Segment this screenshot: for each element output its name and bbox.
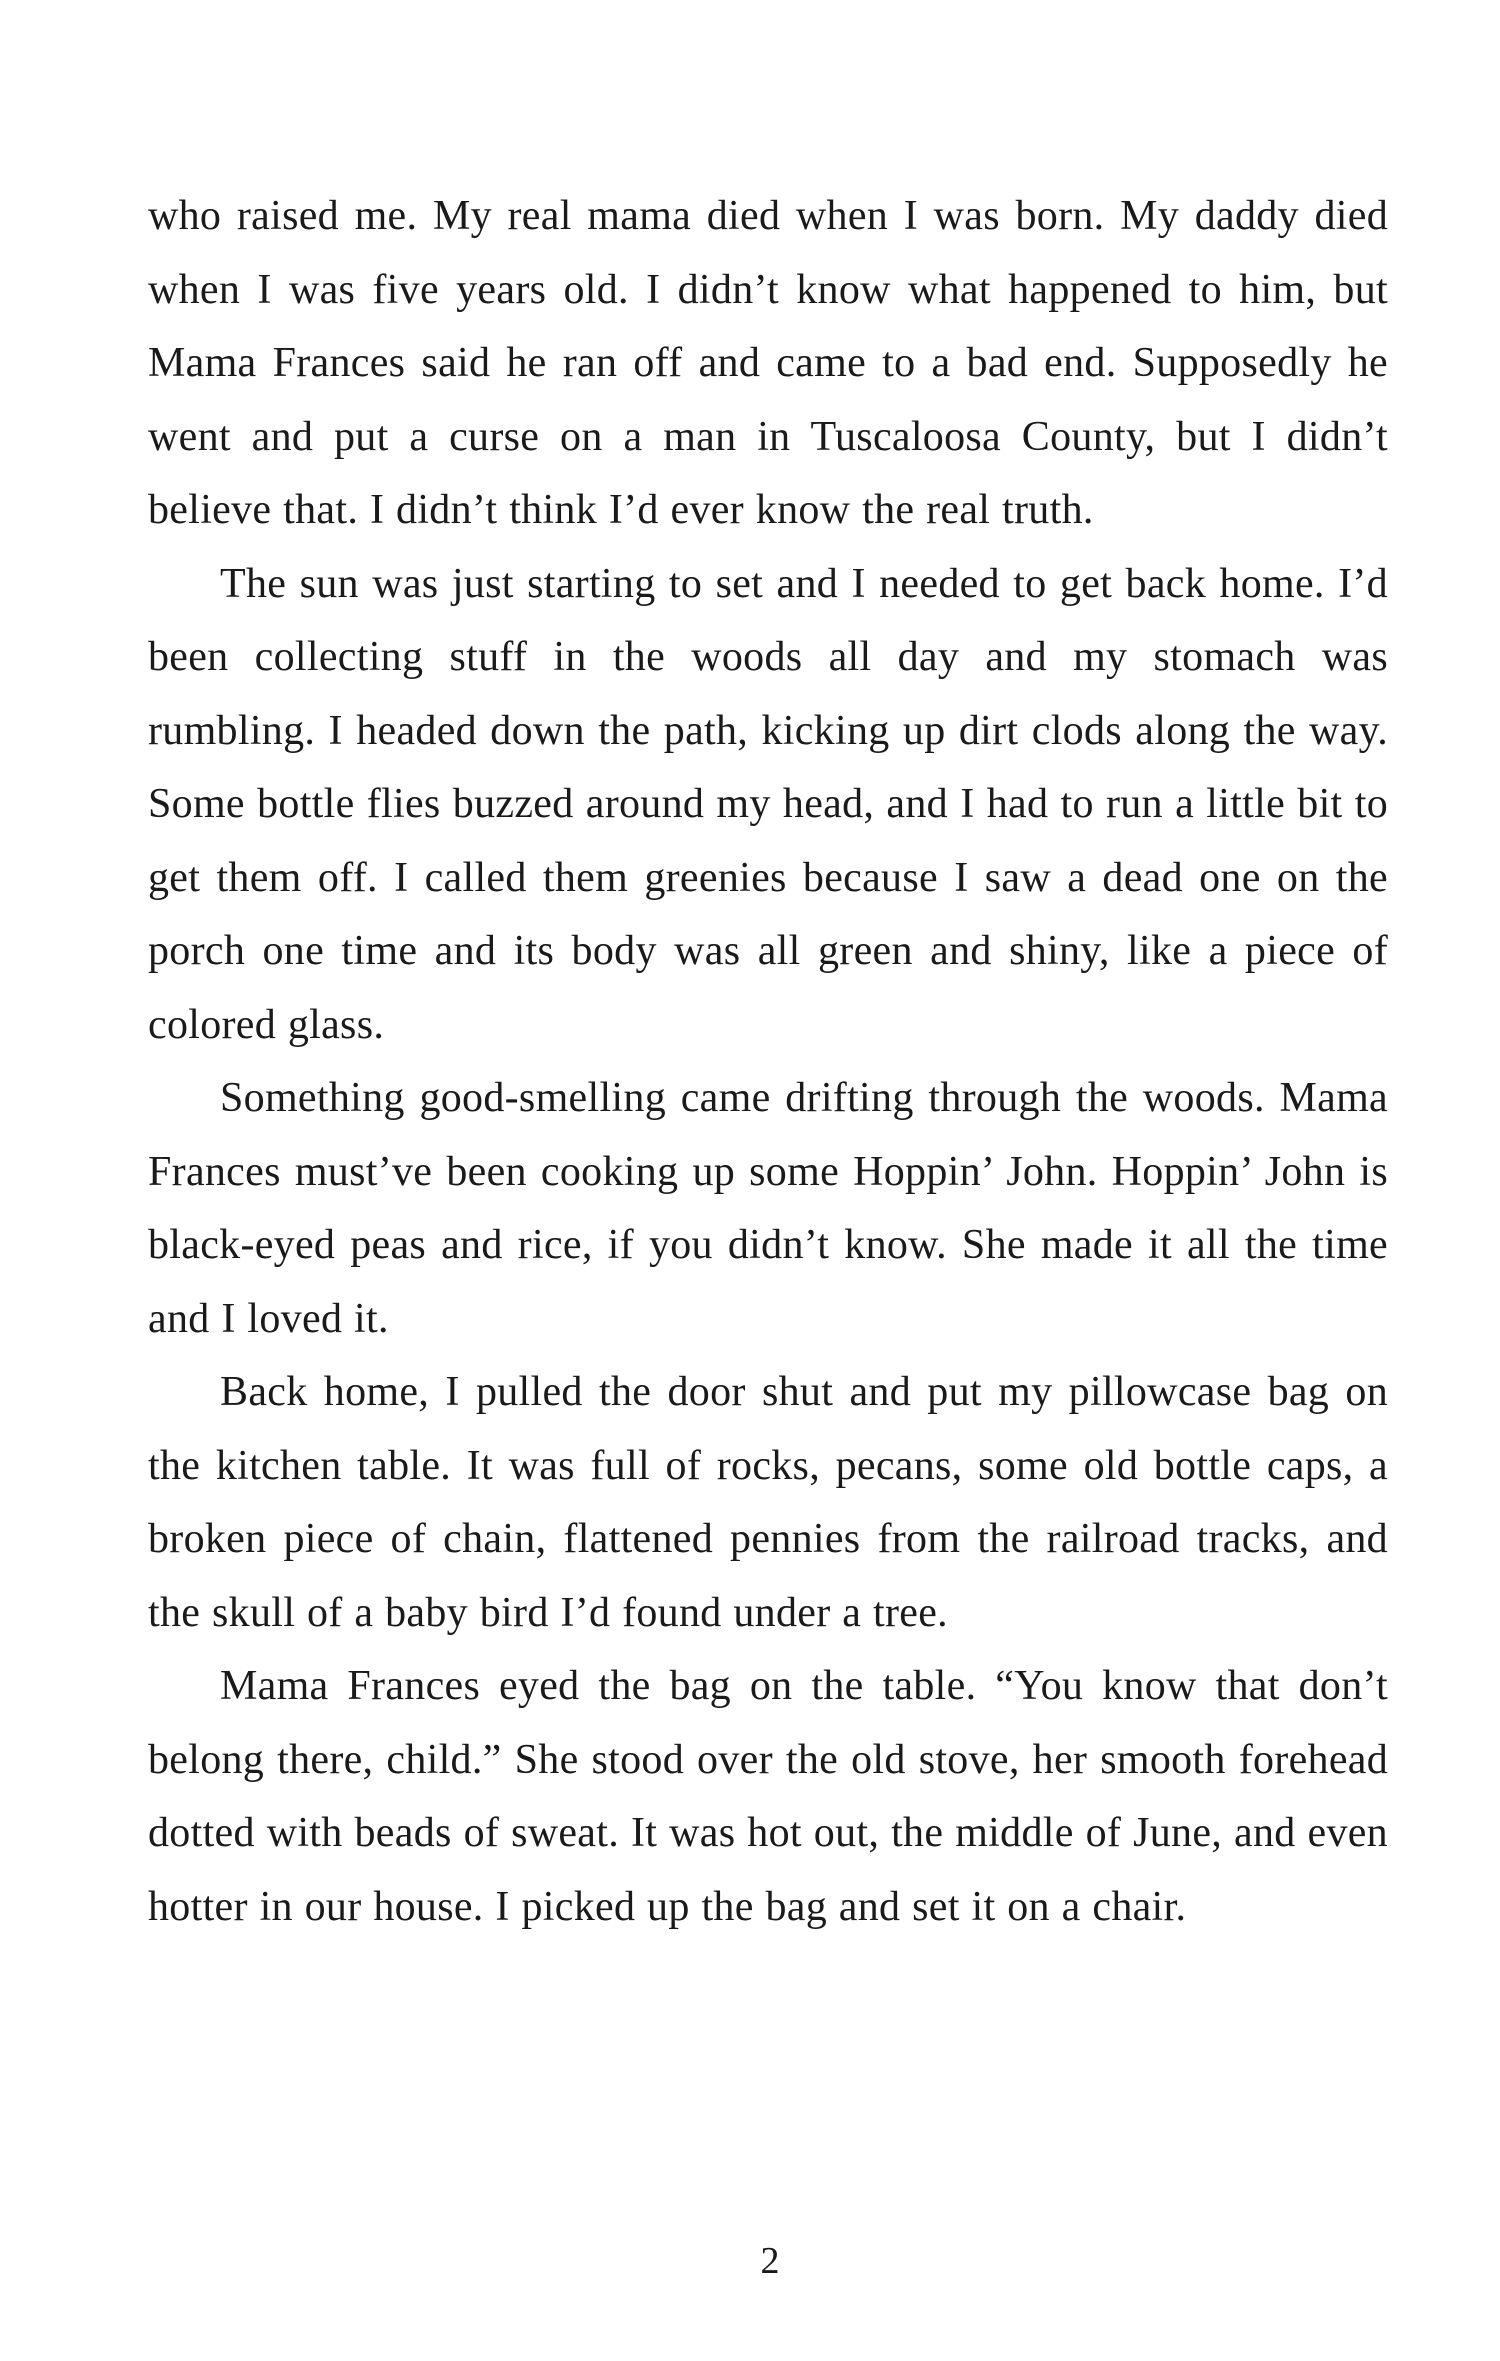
- paragraph-mama-frances: Mama Frances eyed the bag on the table. “You know that don’t belong there, child.” She stood over the old stove, her smooth forehead dotted with beads of sweat. It was hot out, the middle of June, and even hotter in our house. I picked up the bag and set it on a chair.: [148, 1663, 1388, 1930]
- paragraph-hoppin-john: Something good-smelling came drifting through the woods. Mama Frances must’ve been cooking up some Hoppin’ John. Hoppin’ John is black-eyed peas and rice, if you didn’t know. She made it all the time and I loved it.: [148, 1075, 1388, 1342]
- body-text: [148, 180, 1388, 1944]
- paragraph-continued: who raised me. My real mama died when I was born. My daddy died when I was five years old. I didn’t know what happened to him, but Mama Frances said he ran off and came to a bad end. Supposedly he went and put a curse on a man in Tuscaloosa County, but I didn’t believe that. I didn’t think I’d ever know the real truth.: [148, 193, 1388, 533]
- page-number: 2: [760, 2240, 780, 2282]
- paragraph-back-home: Back home, I pulled the door shut and put my pillowcase bag on the kitchen table. It was full of rocks, pecans, some old bottle caps, a broken piece of chain, flattened pennies from the railroad tracks, and the skull of a baby bird I’d found under a tree.: [148, 1369, 1388, 1636]
- paragraph-sunset: The sun was just starting to set and I needed to get back home. I’d been collecting stuff in the woods all day and my stomach was rumbling. I headed down the path, kicking up dirt clods along the way. Some bottle flies buzzed around my head, and I had to run a little bit to get them off. I called them greenies because I saw a dead one on the porch one time and its body was all green and shiny, like a piece of colored glass.: [148, 560, 1388, 1048]
